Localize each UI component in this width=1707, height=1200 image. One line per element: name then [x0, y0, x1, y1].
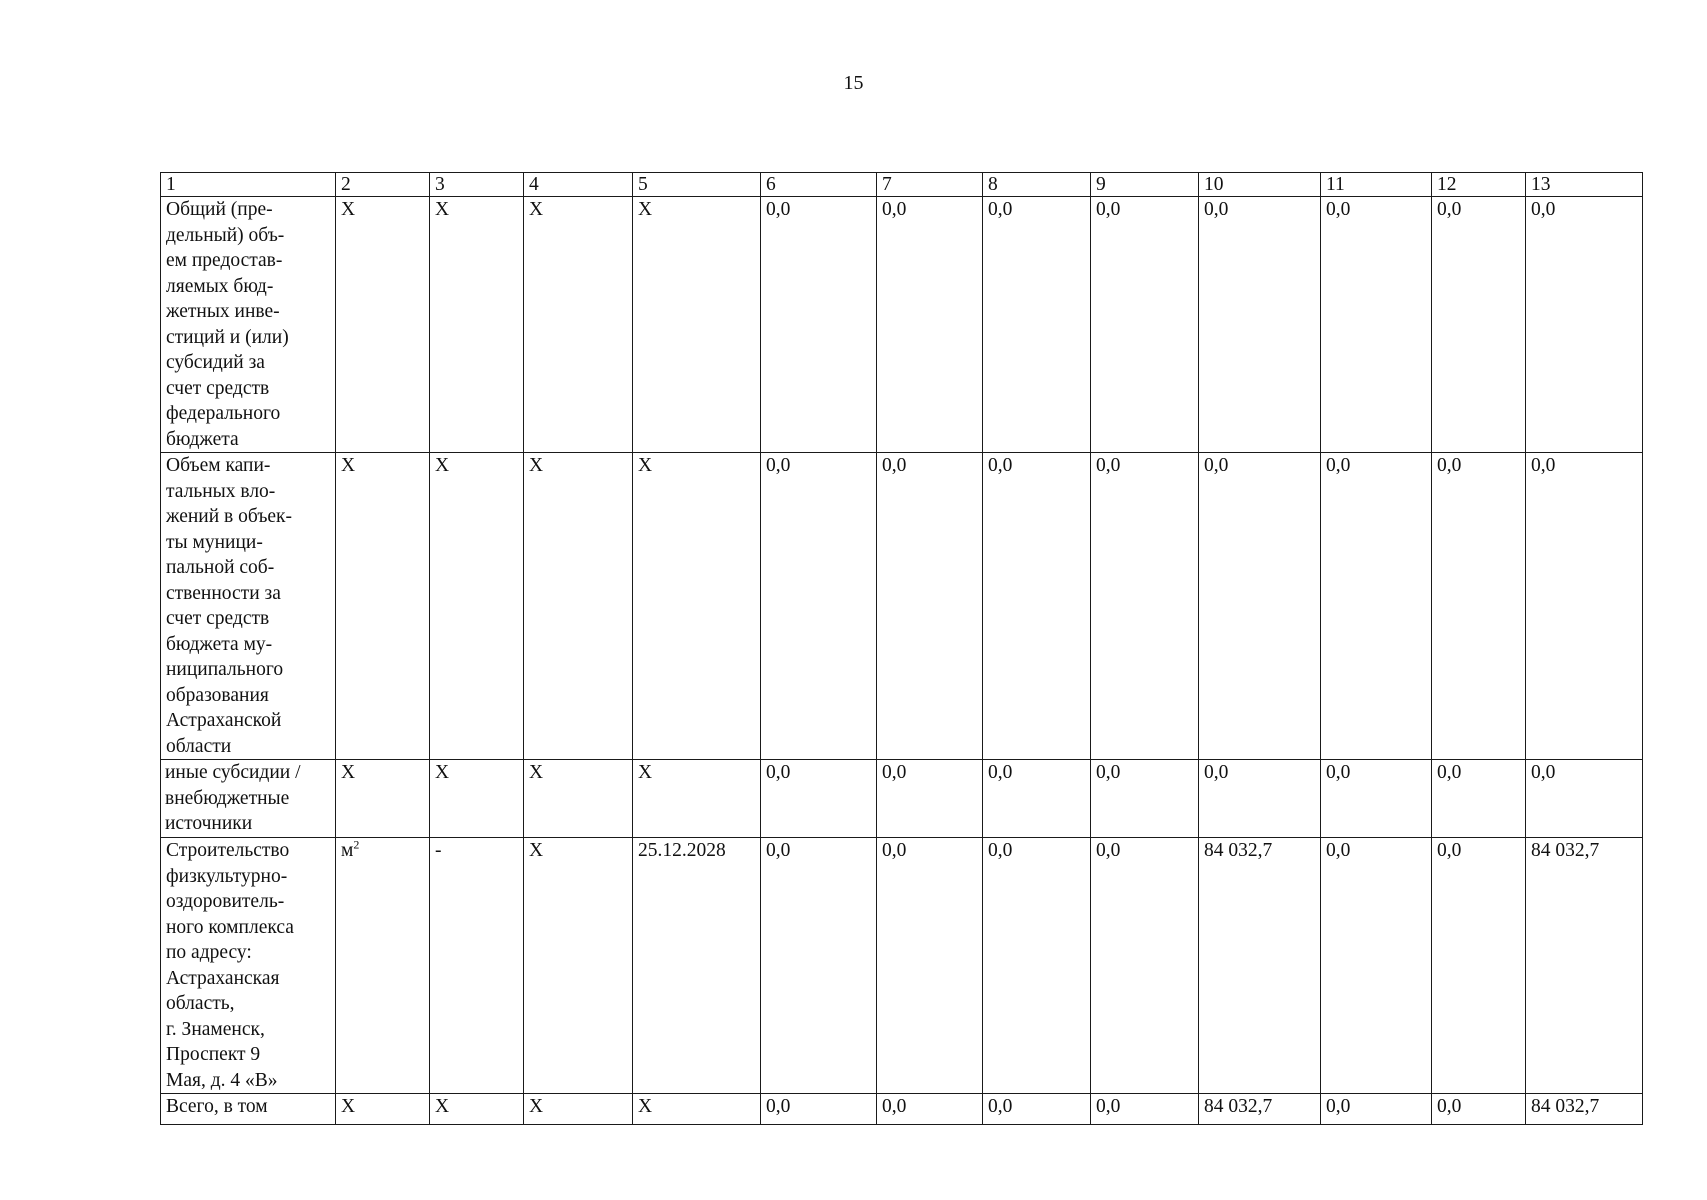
table-cell: 0,0 [1199, 197, 1321, 453]
table-cell: Х [633, 197, 761, 453]
table-cell: 0,0 [1199, 760, 1321, 838]
header-cell: 9 [1091, 173, 1199, 197]
table-cell: Х [430, 1094, 524, 1125]
table-cell: 0,0 [1432, 838, 1526, 1094]
table-cell: 0,0 [1091, 838, 1199, 1094]
table-cell: Х [524, 453, 633, 760]
table-cell: 0,0 [983, 1094, 1091, 1125]
table-cell: Х [336, 760, 430, 838]
table-cell: 0,0 [1432, 197, 1526, 453]
table-cell: 0,0 [1091, 453, 1199, 760]
unit-exponent: 2 [353, 837, 360, 852]
table-row [161, 838, 1643, 1094]
unit-base: м [341, 840, 354, 861]
header-cell: 2 [336, 173, 430, 197]
table-cell: Х [336, 453, 430, 760]
table-cell: 0,0 [1091, 197, 1199, 453]
header-cell: 8 [983, 173, 1091, 197]
table-cell: 0,0 [1199, 453, 1321, 760]
table-cell: - [430, 838, 524, 1094]
table-cell: Х [524, 197, 633, 453]
table-cell: 0,0 [1321, 838, 1432, 1094]
table-cell: 84 032,7 [1526, 838, 1643, 1094]
table-cell: 0,0 [761, 197, 877, 453]
header-cell: 11 [1321, 173, 1432, 197]
table-cell: 0,0 [1526, 760, 1643, 838]
table-cell: 0,0 [877, 760, 983, 838]
table-row [161, 453, 1643, 760]
table-cell: 84 032,7 [1526, 1094, 1643, 1125]
table-cell: 0,0 [983, 197, 1091, 453]
table-cell: 0,0 [983, 838, 1091, 1094]
table-cell: Х [430, 760, 524, 838]
table-cell: Х [524, 838, 633, 1094]
table-cell: Х [633, 760, 761, 838]
table-cell: 0,0 [1321, 197, 1432, 453]
header-cell: 12 [1432, 173, 1526, 197]
table-cell: 0,0 [1321, 453, 1432, 760]
table-cell: 0,0 [761, 760, 877, 838]
table-cell: 0,0 [761, 838, 877, 1094]
table-cell: 0,0 [1321, 760, 1432, 838]
header-cell: 4 [524, 173, 633, 197]
unit-cell [336, 838, 430, 1094]
table-row [161, 760, 1643, 838]
table-cell: 0,0 [877, 838, 983, 1094]
table-cell: 0,0 [1432, 760, 1526, 838]
table-cell: 0,0 [1091, 760, 1199, 838]
table-cell: 0,0 [1526, 453, 1643, 760]
budget-table [160, 172, 1643, 1125]
header-row [161, 173, 1643, 197]
table-cell: 0,0 [1091, 1094, 1199, 1125]
header-cell: 1 [161, 173, 336, 197]
row-name-cell: Всего, в том [161, 1094, 336, 1125]
header-cell: 6 [761, 173, 877, 197]
row-name-cell: Общий (пре- дельный) объ- ем предостав- ляемых бюд- жетных инве- стиций и (или) субсидий за счет средств федерального бюджета [161, 197, 336, 453]
table-cell: 25.12.2028 [633, 838, 761, 1094]
table-cell: Х [336, 197, 430, 453]
row-name-cell: Строительство физкультурно- оздоровитель- ного комплекса по адресу: Астраханская область, г. Знаменск, Проспект 9 Мая, д. 4 «В» [161, 838, 336, 1094]
table-cell: Х [524, 1094, 633, 1125]
table-cell: 84 032,7 [1199, 838, 1321, 1094]
table-row [161, 197, 1643, 453]
table-cell: 0,0 [983, 453, 1091, 760]
table-cell: Х [336, 1094, 430, 1125]
table-cell: 0,0 [877, 197, 983, 453]
table-cell: 0,0 [877, 453, 983, 760]
table-cell: Х [524, 760, 633, 838]
table-cell: 0,0 [1321, 1094, 1432, 1125]
header-cell: 5 [633, 173, 761, 197]
table-cell: 0,0 [761, 453, 877, 760]
table-cell: 0,0 [1432, 453, 1526, 760]
table-row [161, 1094, 1643, 1125]
page-number: 15 [843, 72, 864, 94]
table-cell: Х [633, 453, 761, 760]
header-cell: 10 [1199, 173, 1321, 197]
header-cell: 3 [430, 173, 524, 197]
table-cell: 0,0 [983, 760, 1091, 838]
table-cell: Х [633, 1094, 761, 1125]
table-cell: 84 032,7 [1199, 1094, 1321, 1125]
table-cell: 0,0 [877, 1094, 983, 1125]
header-cell: 7 [877, 173, 983, 197]
table-cell: Х [430, 197, 524, 453]
row-name-cell: Объем капи- тальных вло- жений в объек- ты муници- пальной соб- ственности за счет средств бюджета му- ниципального образования Астраханской области [161, 453, 336, 760]
table-cell: 0,0 [1432, 1094, 1526, 1125]
table-cell: 0,0 [761, 1094, 877, 1125]
header-cell: 13 [1526, 173, 1643, 197]
table-cell: Х [430, 453, 524, 760]
row-name-cell: иные субсидии / внебюджетные источники [161, 760, 336, 838]
table-cell: 0,0 [1526, 197, 1643, 453]
